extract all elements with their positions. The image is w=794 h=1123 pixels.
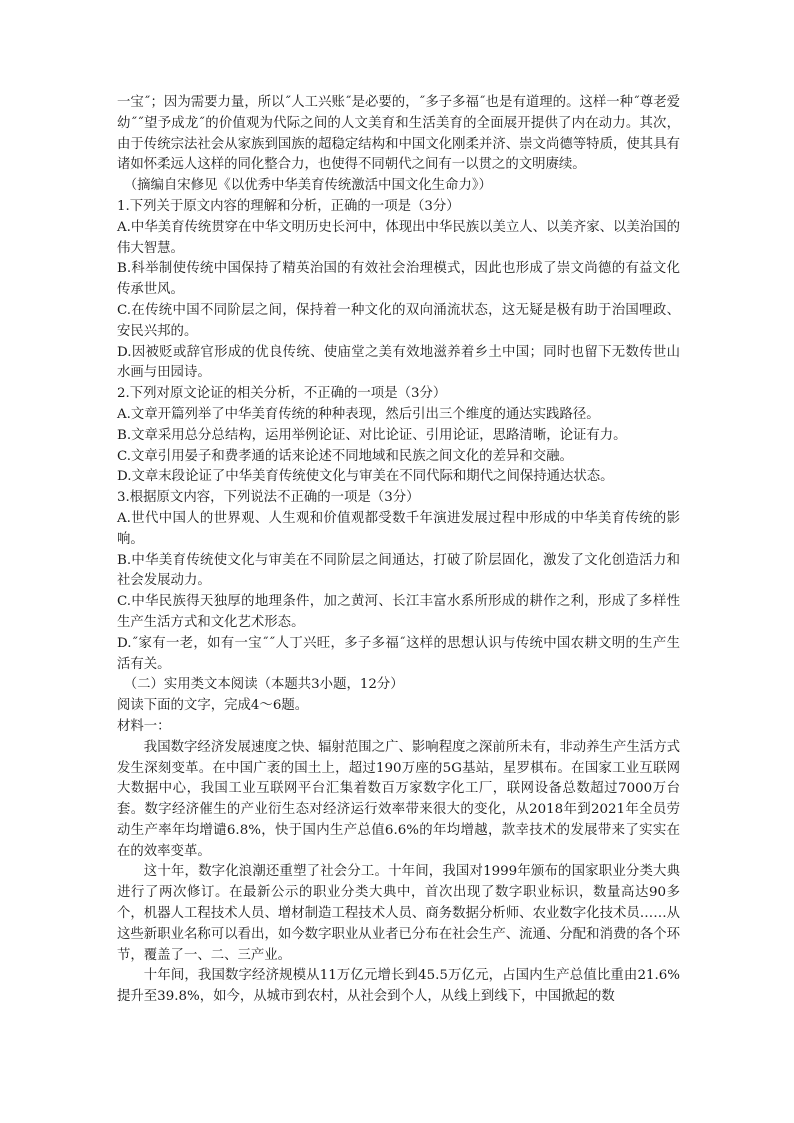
question-stem: 3.根据原文内容，下列说法不正确的一项是（3分） — [117, 490, 420, 506]
question-3 — [117, 488, 680, 675]
section-heading: （二）实用类文本阅读（本题共3小题，12分） — [123, 677, 404, 693]
question-stem: 2.下列对原文论证的相关分析，不正确的一项是（3分） — [117, 386, 447, 402]
option-d: D.˝家有一老，如有一宝˝˝人丁兴旺，多子多福˝这样的思想认识与传统中国农耕文明的生产生活有关。 — [117, 635, 680, 672]
option-c: C.中华民族得天独厚的地理条件，加之黄河、长江丰富水系所形成的耕作之利，形成了多样性生产生活方式和文化艺术形态。 — [117, 594, 680, 630]
option-c: C.在传统中国不同阶层之间，保持着一种文化的双向涌流状态，这无疑是极有助于治国哩政、安民兴邦的。 — [117, 302, 680, 339]
option-a: A.中华美育传统贯穿在中华文明历史长河中，体现出中华民族以美立人、以美齐家、以美治国的伟大智慧。 — [117, 219, 680, 256]
material-paragraph: 我国数字经济发展速度之快、辐射范围之广、影响程度之深前所未有，非动养生产生活方式发生深刻变革。在中国广袤的国土上，超过190万座的5G基站，星罗棋布。在国家工业互联网大数据中心，我国工业互联网平台汇集着数百万家数字化工厂，联网设备总数超过7000万台套。数字经济催生的产业衍生态对经济运行效率带来很大的变化，从2018年到2021年全员劳动生产率年均增谴6.8%，快于国内生产总值6.6%的年均增越，款幸技术的发展带来了实实在在的效率变革。 — [117, 739, 680, 859]
section-instruction: 阅读下面的文字，完成4～6题。 — [117, 698, 309, 714]
option-c: C.文章引用晏子和费孝通的话来论述不同地域和民族之间文化的差异和交融。 — [117, 448, 573, 464]
question-1 — [117, 197, 680, 384]
material-paragraph: 十年间，我国数字经济规模从11万亿元增长到45.5万亿元，占国内生产总值比重由21.6%提升至39.8%，如今，从城市到农村，从社会到个人，从线上到线下，中国掀起的数 — [117, 968, 680, 1005]
option-d: D.文章末段论证了中华美育传统使文化与审美在不同代际和期代之间保持通达状态。 — [117, 469, 614, 485]
question-2 — [117, 384, 680, 488]
option-b: B.文章采用总分总结构，运用举例论证、对比论证、引用论证，思路清晰，论证有力。 — [117, 427, 627, 443]
material-label: 材料一： — [117, 718, 171, 734]
option-a: A.世代中国人的世界观、人生观和价值观都受数千年演进发展过程中形成的中华美育传统的影响。 — [117, 510, 680, 547]
passage-paragraph: 一宝˝；因为需要力量，所以˝人工兴账˝是必要的，˝多子多福˝也是有道理的。这样一种˝尊老爱幼˝˝望予成龙˝的价值观为代际之间的人文美育和生活美育的全面展开提供了内在动力。其次，由于传统宗法社会从家族到国族的超稳定结构和中国文化刚柔并济、崇文尚德等特质，使其具有诸如怀柔远人这样的同化整合力，也使得不同朝代之间有一以贯之的文明赓续。 — [117, 95, 680, 173]
material-paragraph: 这十年，数字化浪潮还重塑了社会分工。十年间，我国对1999年颁布的国家职业分类大典进行了两次修订。在最新公示的职业分类大典中，首次出现了数字职业标识，数量高达90多个，机器人工程技术人员、增材制造工程技术人员、商务数据分析师、农业数字化技术员……从这些新职业名称可以看出，如今数字职业从业者已分布在社会生产、流通、分配和消费的各个环节，覆盖了一、二、三产业。 — [117, 864, 680, 963]
source-citation: （摘编自宋修见《以优秀中华美育传统激活中国文化生命力》） — [123, 178, 492, 194]
option-b: B.中华美育传统使文化与审美在不同阶层之间通达，打破了阶层固化，激发了文化创造活力和社会发展动力。 — [117, 552, 680, 589]
option-d: D.因被贬或辞官形成的优良传统、使庙堂之美有效地滋养着乡土中国；同时也留下无数传世山水画与田园诗。 — [117, 344, 680, 381]
option-a: A.文章开篇列举了中华美育传统的种种表现，然后引出三个维度的通达实践路径。 — [117, 406, 600, 422]
exam-page — [117, 93, 680, 1008]
question-stem: 1.下列关于原文内容的理解和分析，正确的一项是（3分） — [117, 198, 460, 214]
option-b: B.科举制使传统中国保持了精英治国的有效社会治理模式，因此也形成了崇文尚德的有益文化传承世风。 — [117, 261, 680, 298]
